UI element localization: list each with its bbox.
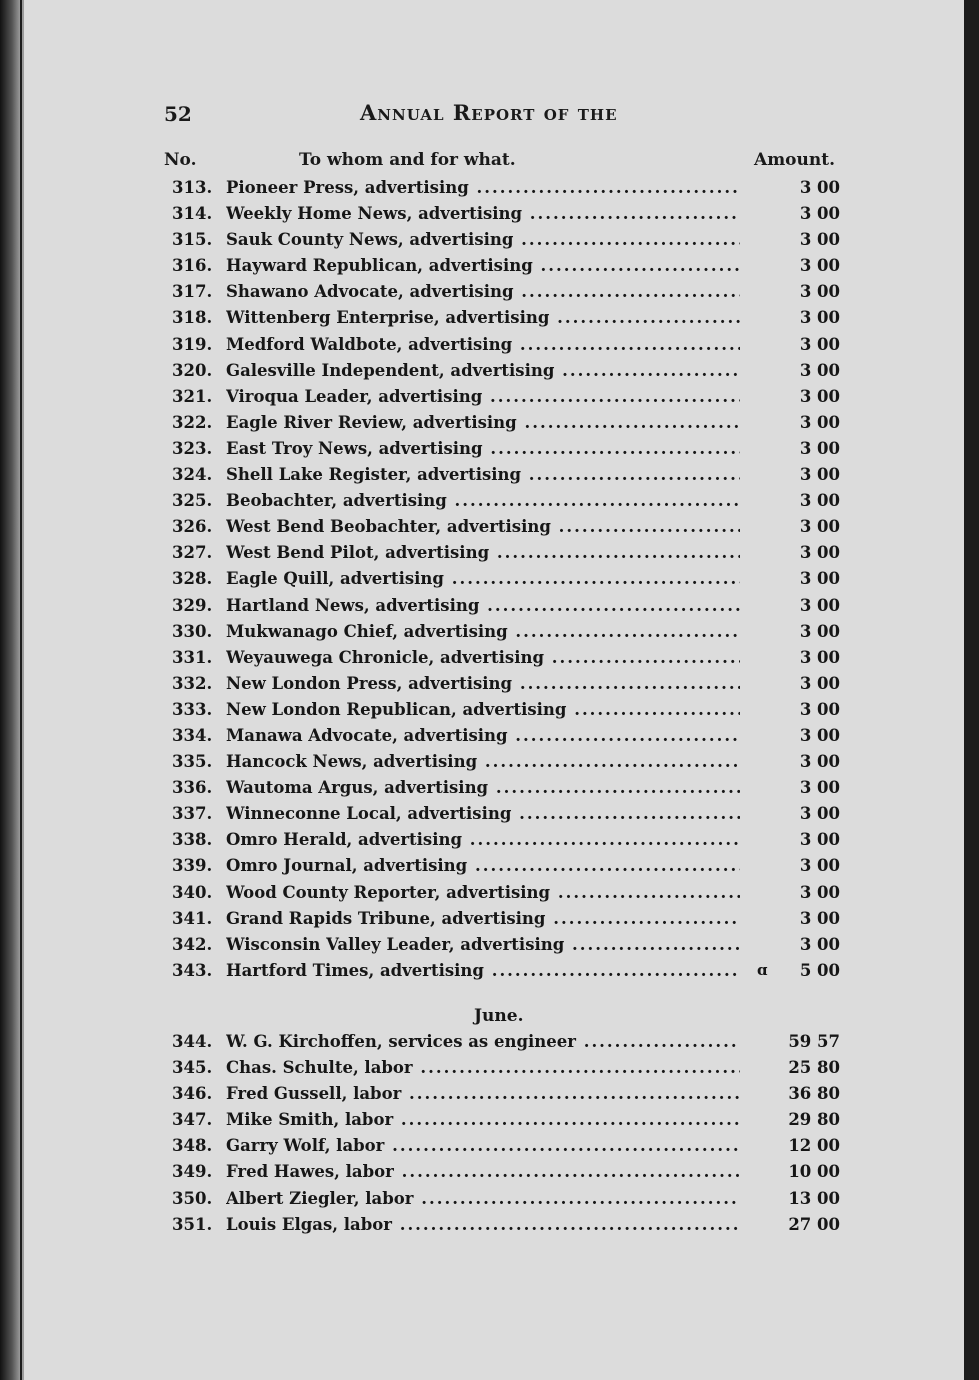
entry-description: Manawa Advocate, advertising ..... <box>226 726 740 745</box>
list-item <box>24 280 964 306</box>
column-header-amount: Amount. <box>754 150 836 170</box>
entry-number: 322. <box>172 412 213 432</box>
entry-amount: 3 00 <box>799 334 840 354</box>
entry-amount: 3 00 <box>799 856 840 876</box>
list-item <box>24 411 964 437</box>
entry-amount: 25 80 <box>788 1058 840 1078</box>
entry-amount: 59 57 <box>788 1032 840 1051</box>
entry-number: 335. <box>172 752 213 772</box>
section-heading-text: June. <box>474 1006 524 1026</box>
entry-number: 334. <box>172 725 213 745</box>
entry-amount: 3 00 <box>799 386 840 406</box>
list-item <box>24 594 964 620</box>
entry-amount: 3 00 <box>799 725 840 745</box>
entry-amount: 3 00 <box>799 412 840 432</box>
entry-amount: 3 00 <box>799 569 840 589</box>
entry-number: 315. <box>172 230 213 250</box>
entry-number: 314. <box>172 204 213 224</box>
entry-description: New London Republican, advertising ..... <box>226 700 740 719</box>
entry-amount: 3 00 <box>799 491 840 511</box>
binding-gutter <box>0 0 20 1380</box>
entry-amount: 3 00 <box>799 673 840 693</box>
entry-number: 348. <box>172 1136 213 1156</box>
entry-number: 344. <box>172 1032 213 1051</box>
entry-amount: 3 00 <box>799 934 840 954</box>
column-header-description: To whom and for what. <box>299 150 516 170</box>
list-item <box>24 463 964 489</box>
list-item <box>24 724 964 750</box>
entry-amount: 3 00 <box>799 830 840 850</box>
entry-description: East Troy News, advertising ..... <box>226 439 740 458</box>
entry-description: Omro Herald, advertising ..... <box>226 830 740 849</box>
entry-amount: 12 00 <box>788 1136 840 1156</box>
entry-number: 343. <box>172 960 213 980</box>
entry-amount: 3 00 <box>799 543 840 563</box>
list-item <box>24 750 964 776</box>
entry-number: 316. <box>172 256 213 276</box>
entry-description: Winneconne Local, advertising ..... <box>226 804 740 823</box>
entry-description: Shawano Advocate, advertising ..... <box>226 282 740 301</box>
entry-description: Garry Wolf, labor ..... <box>226 1136 740 1155</box>
entry-description: Weyauwega Chronicle, advertising ..... <box>226 648 740 667</box>
list-item <box>24 254 964 280</box>
entry-description: Viroqua Leader, advertising ..... <box>226 387 740 406</box>
entry-amount: 3 00 <box>799 465 840 485</box>
entry-number: 349. <box>172 1162 213 1182</box>
running-title: Annual Report of the <box>360 100 618 125</box>
entry-amount: 3 00 <box>799 752 840 772</box>
entry-number: 324. <box>172 465 213 485</box>
entry-amount: 3 00 <box>799 282 840 302</box>
entry-number: 319. <box>172 334 213 354</box>
list-item <box>24 907 964 933</box>
list-item <box>24 672 964 698</box>
entry-description: Beobachter, advertising ..... <box>226 491 740 510</box>
list-item <box>24 515 964 541</box>
entry-number: 340. <box>172 882 213 902</box>
list-item <box>24 854 964 880</box>
entry-amount: 3 00 <box>799 256 840 276</box>
entry-description: Louis Elgas, labor ..... <box>226 1215 740 1234</box>
list-item <box>24 1108 964 1134</box>
entry-amount: 5 00 <box>799 960 840 980</box>
entry-description: New London Press, advertising ..... <box>226 674 740 693</box>
column-headers <box>24 150 964 174</box>
list-item <box>24 489 964 515</box>
june-entries-list <box>24 1030 964 1239</box>
entry-description: Shell Lake Register, advertising ..... <box>226 465 740 484</box>
entry-number: 329. <box>172 595 213 615</box>
entry-number: 323. <box>172 438 213 458</box>
entry-number: 313. <box>172 178 213 197</box>
margin-mark: ɑ <box>757 960 768 979</box>
entry-amount: 29 80 <box>788 1110 840 1130</box>
entry-amount: 3 00 <box>799 595 840 615</box>
entry-amount: 3 00 <box>799 908 840 928</box>
entry-description: Galesville Independent, advertising ..... <box>226 361 740 380</box>
entry-description: Wood County Reporter, advertising ..... <box>226 883 740 902</box>
list-item <box>24 176 964 202</box>
entry-description: Medford Waldbote, advertising ..... <box>226 335 740 354</box>
entry-description: Fred Gussell, labor ..... <box>226 1084 740 1103</box>
entry-number: 320. <box>172 360 213 380</box>
list-item <box>24 1082 964 1108</box>
list-item <box>24 541 964 567</box>
entry-amount: 3 00 <box>799 308 840 328</box>
entry-amount: 3 00 <box>799 204 840 224</box>
list-item <box>24 646 964 672</box>
list-item <box>24 437 964 463</box>
entry-number: 317. <box>172 282 213 302</box>
entry-number: 321. <box>172 386 213 406</box>
entry-number: 345. <box>172 1058 213 1078</box>
entry-description: Grand Rapids Tribune, advertising ..... <box>226 909 740 928</box>
entry-number: 341. <box>172 908 213 928</box>
entries-list <box>24 176 964 985</box>
entry-amount: 3 00 <box>799 699 840 719</box>
entry-number: 326. <box>172 517 213 537</box>
entry-description: Wautoma Argus, advertising ..... <box>226 778 740 797</box>
list-item <box>24 1187 964 1213</box>
page-header <box>24 100 964 130</box>
entry-number: 328. <box>172 569 213 589</box>
entry-amount: 27 00 <box>788 1214 840 1234</box>
list-item <box>24 1056 964 1082</box>
entry-number: 330. <box>172 621 213 641</box>
entry-number: 346. <box>172 1084 213 1104</box>
entry-description: Mike Smith, labor ..... <box>226 1110 740 1129</box>
list-item <box>24 228 964 254</box>
list-item <box>24 698 964 724</box>
list-item <box>24 620 964 646</box>
entry-description: Eagle Quill, advertising ..... <box>226 569 740 588</box>
entry-description: Eagle River Review, advertising ..... <box>226 413 740 432</box>
entry-description: Hancock News, advertising ..... <box>226 752 740 771</box>
entry-amount: 3 00 <box>799 230 840 250</box>
entry-description: Hayward Republican, advertising ..... <box>226 256 740 275</box>
entry-number: 351. <box>172 1214 213 1234</box>
list-item <box>24 881 964 907</box>
list-item <box>24 959 964 985</box>
entry-amount: 3 00 <box>799 647 840 667</box>
entry-amount: 3 00 <box>799 178 840 197</box>
entry-amount: 10 00 <box>788 1162 840 1182</box>
entry-number: 336. <box>172 778 213 798</box>
entry-description: West Bend Pilot, advertising ..... <box>226 543 740 562</box>
entry-description: West Bend Beobachter, advertising ..... <box>226 517 740 536</box>
entry-number: 350. <box>172 1188 213 1208</box>
list-item <box>24 828 964 854</box>
entry-number: 318. <box>172 308 213 328</box>
entry-description: Pioneer Press, advertising ..... <box>226 178 740 197</box>
list-item <box>24 1160 964 1186</box>
entry-description: Fred Hawes, labor ..... <box>226 1162 740 1181</box>
entry-amount: 3 00 <box>799 360 840 380</box>
entry-description: Wittenberg Enterprise, advertising ..... <box>226 308 740 327</box>
entry-description: Omro Journal, advertising ..... <box>226 856 740 875</box>
list-item <box>24 567 964 593</box>
entry-description: Wisconsin Valley Leader, advertising ..... <box>226 935 740 954</box>
entry-description: Hartford Times, advertising ..... <box>226 961 740 980</box>
entry-amount: 13 00 <box>788 1188 840 1208</box>
entry-amount: 3 00 <box>799 804 840 824</box>
entry-description: Hartland News, advertising ..... <box>226 596 740 615</box>
list-item <box>24 385 964 411</box>
list-item <box>24 333 964 359</box>
list-item <box>24 359 964 385</box>
entry-number: 342. <box>172 934 213 954</box>
entry-number: 338. <box>172 830 213 850</box>
entry-amount: 3 00 <box>799 882 840 902</box>
entry-description: W. G. Kirchoffen, services as engineer ..... <box>226 1032 740 1051</box>
column-header-no: No. <box>164 150 197 170</box>
entry-number: 333. <box>172 699 213 719</box>
entry-description: Chas. Schulte, labor ..... <box>226 1058 740 1077</box>
list-item <box>24 933 964 959</box>
list-item <box>24 202 964 228</box>
entry-number: 332. <box>172 673 213 693</box>
page-number: 52 <box>164 102 192 126</box>
entry-description: Albert Ziegler, labor ..... <box>226 1189 740 1208</box>
entry-number: 325. <box>172 491 213 511</box>
document-page <box>22 0 964 1380</box>
entry-number: 331. <box>172 647 213 667</box>
entry-amount: 36 80 <box>788 1084 840 1104</box>
entry-description: Mukwanago Chief, advertising ..... <box>226 622 740 641</box>
list-item <box>24 1213 964 1239</box>
entry-description: Sauk County News, advertising ..... <box>226 230 740 249</box>
list-item <box>24 802 964 828</box>
entry-amount: 3 00 <box>799 517 840 537</box>
entry-amount: 3 00 <box>799 438 840 458</box>
entry-amount: 3 00 <box>799 778 840 798</box>
entry-number: 347. <box>172 1110 213 1130</box>
entry-description: Weekly Home News, advertising ..... <box>226 204 740 223</box>
entry-amount: 3 00 <box>799 621 840 641</box>
entry-number: 327. <box>172 543 213 563</box>
list-item <box>24 1134 964 1160</box>
list-item <box>24 776 964 802</box>
list-item <box>24 1030 964 1056</box>
entry-number: 337. <box>172 804 213 824</box>
entry-number: 339. <box>172 856 213 876</box>
list-item <box>24 306 964 332</box>
